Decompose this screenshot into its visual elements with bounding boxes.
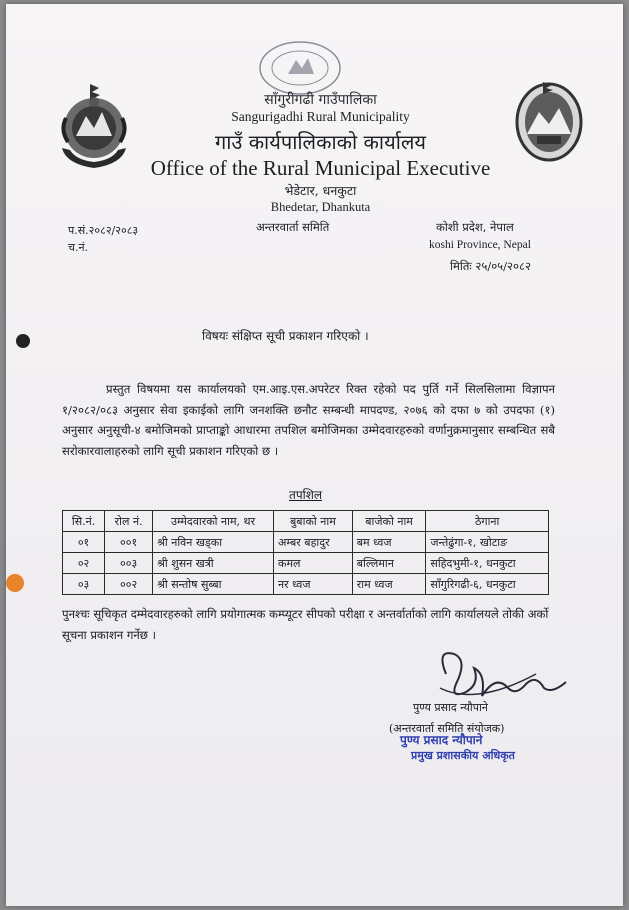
document-page — [6, 4, 623, 906]
col-header-sn: सि.नं. — [63, 511, 105, 532]
stamp-title: प्रमुख प्रशासकीय अधिकृत — [411, 749, 515, 762]
letter-date: मितिः २५/०५/२०८२ — [450, 259, 531, 273]
office-title-en: Office of the Rural Municipal Executive — [150, 156, 491, 180]
cell-candidate: श्री शुसन खत्री — [153, 553, 274, 574]
address-en: Bhedetar, Dhankuta — [270, 200, 371, 214]
address-np: भेडेटार, धनकुटा — [284, 183, 357, 198]
table-heading: तपशिल — [289, 488, 323, 502]
cell-father: नर ध्वज — [274, 574, 353, 595]
stamp-name: पुण्य प्रसाद न्यौपाने — [400, 733, 483, 747]
col-header-roll: रोल नं. — [105, 511, 153, 532]
col-header-grandfather: बाजेको नाम — [352, 511, 426, 532]
punch-hole-marker — [6, 574, 24, 592]
cell-sn: ०१ — [63, 532, 105, 553]
col-header-address: ठेगाना — [426, 511, 549, 532]
province-np: कोशी प्रदेश, नेपाल — [436, 220, 514, 234]
office-seal-icon — [254, 38, 346, 98]
cell-grandfather: राम ध्वज — [352, 574, 426, 595]
col-header-father: बुबाको नाम — [274, 511, 353, 532]
signatory-name: पुण्य प्रसाद न्यौपाने — [413, 701, 488, 714]
committee-name: अन्तरवार्ता समिति — [256, 220, 330, 234]
cell-address: जन्तेढुंगा-१, खोटाङ — [426, 532, 549, 553]
cell-roll: ००२ — [105, 574, 153, 595]
candidate-table — [62, 510, 549, 595]
body-paragraph: प्रस्तुत विषयमा यस कार्यालयको एम.आइ.एस.अपरेटर रिक्त रहेको पद पुर्ति गर्ने सिलसिलामा विज्ञापन १/२०८२/०८३ अनुसार सेवा इकाईको लागि जनशक्ति छनौट सम्बन्धी मापदण्ड, २०७६ को दफा ७ को उपदफा (१) अनुसार अनुसूची-४ बमोजिमको प्राप्ताङ्को आधारमा तपशिल बमोजिमका उम्मेदवारहरुको वर्णानुक्रमानुसार सम्बन्धित सबै सरोकारवालाहरुको लागि सूची प्रकाशन गरिएको छ । — [62, 382, 555, 458]
office-title-np: गाउँ कार्यपालिकाको कार्यालय — [214, 130, 427, 154]
reference-number: प.सं.२०८२/२०८३ — [68, 224, 139, 237]
subject-line: विषयः संक्षिप्त सूची प्रकाशन गरिएको । — [202, 329, 369, 343]
cell-candidate: श्री नविन खड्का — [153, 532, 274, 553]
cell-grandfather: बम ध्वज — [352, 532, 426, 553]
cell-roll: ००३ — [105, 553, 153, 574]
cell-address: सहिदभुमी-१, धनकुटा — [426, 553, 549, 574]
cell-address: साँगुरिगढी-६, धनकुटा — [426, 574, 549, 595]
signatory-role: (अन्तरवार्ता समिति संयोजक) — [389, 722, 505, 735]
cell-sn: ०३ — [63, 574, 105, 595]
cell-sn: ०२ — [63, 553, 105, 574]
cell-roll: ००१ — [105, 532, 153, 553]
cell-father: अम्बर बहादुर — [274, 532, 353, 553]
table-row — [63, 574, 549, 595]
col-header-candidate: उम्मेदवारको नाम, थर — [153, 511, 274, 532]
municipality-name-en: Sangurigadhi Rural Municipality — [231, 109, 410, 124]
postscript-note: पुनश्चः सूचिकृत दम्मेदवारहरुको लागि प्रयोगात्मक कम्प्यूटर सीपको परीक्षा र अन्तर्वार्ताको लागि कार्यालयले तोकी अर्को सूचना प्रकाशन गर्नेछ । — [62, 607, 549, 642]
municipality-name-np: साँगुरीगढी गाउँपालिका — [264, 92, 377, 108]
province-en: koshi Province, Nepal — [429, 239, 531, 251]
punch-hole — [16, 334, 30, 348]
table-header-row — [63, 511, 549, 532]
cell-grandfather: बल्लिमान — [352, 553, 426, 574]
cell-father: कमल — [274, 553, 353, 574]
dispatch-number: च.नं. — [68, 241, 89, 254]
table-row — [63, 532, 549, 553]
table-row — [63, 553, 549, 574]
cell-candidate: श्री सन्तोष सुब्बा — [153, 574, 274, 595]
